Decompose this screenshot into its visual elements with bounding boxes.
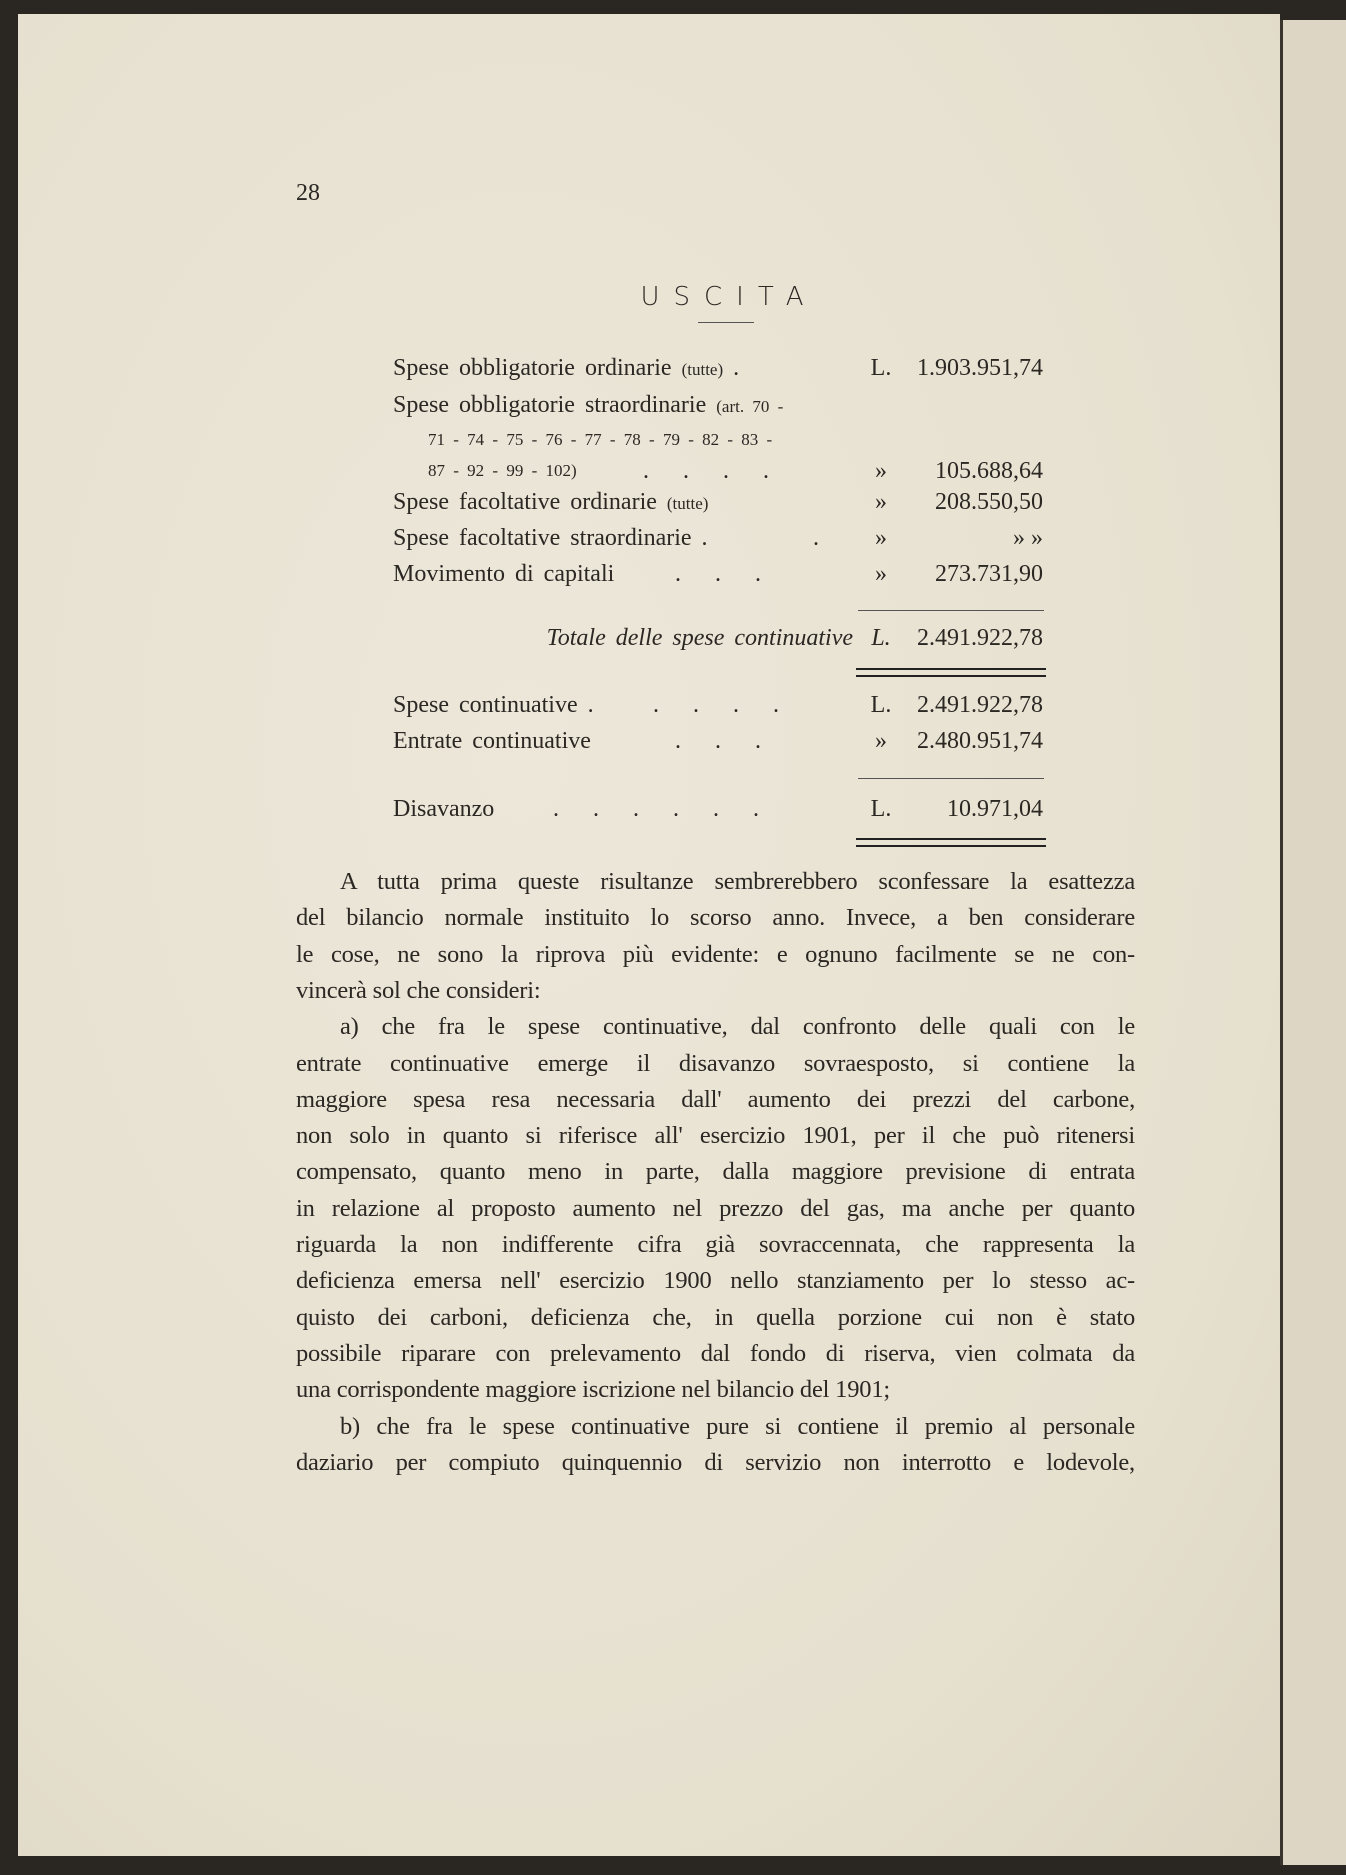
table-row <box>393 425 1043 455</box>
dot-leader: . . . <box>675 728 775 754</box>
sum-rule <box>858 610 1044 611</box>
row-label: Spese facoltative ordinarie <box>393 489 657 515</box>
row-note: (art. 70 - <box>716 397 784 416</box>
row-note: (tutte) <box>666 494 709 513</box>
total-label: Totale delle spese continuative <box>546 625 853 651</box>
row-currency: » <box>875 489 887 515</box>
result-currency: L. <box>870 796 892 822</box>
comparison-row: Spese continuative . . . . . L. 2.491.922,78 <box>393 692 1043 718</box>
text-line: compensato, quanto meno in parte, dalla maggiore previsione di entrata <box>296 1158 1135 1186</box>
text-line: a) che fra le spese continuative, dal confronto delle quali con le <box>340 1013 1135 1041</box>
total-currency: L. <box>871 625 891 651</box>
comparison-row <box>393 726 1043 756</box>
text-line: non solo in quanto si riferisce all' esercizio 1901, per il che può ritenersi <box>296 1122 1135 1150</box>
row-currency: » <box>875 728 887 754</box>
row-label: Entrate continuative <box>393 728 591 754</box>
double-rule <box>856 838 1046 847</box>
row-amount: 273.731,90 <box>935 561 1043 587</box>
result-label: Disavanzo <box>393 796 495 822</box>
row-amount: 208.550,50 <box>935 489 1043 515</box>
text-line: deficienza emersa nell' esercizio 1900 nello stanziamento per lo stesso ac- <box>296 1267 1135 1295</box>
text-line: del bilancio normale instituito lo scorso anno. Invece, a ben considerare <box>296 904 1135 932</box>
table-row <box>393 456 1043 486</box>
row-amount: 105.688,64 <box>935 458 1043 484</box>
row-amount: 1.903.951,74 <box>917 355 1043 381</box>
row-currency: L. <box>870 355 892 381</box>
text-line: maggiore spesa resa necessaria dall' aumento dei prezzi del carbone, <box>296 1085 1135 1113</box>
dot-leader: . . . . <box>643 458 783 484</box>
row-amount: 2.491.922,78 <box>917 692 1043 718</box>
text-line: b) che fra le spese continuative pure si contiene il premio al personale <box>340 1412 1135 1440</box>
table-row: Spese obbligatorie ordinarie (tutte) . L. 1.903.951,74 <box>393 355 1043 381</box>
table-row <box>393 390 1043 420</box>
row-currency: L. <box>870 692 892 718</box>
page-number: 28 <box>296 180 320 206</box>
row-note: (tutte) <box>681 360 724 379</box>
row-note: 87 - 92 - 99 - 102) <box>428 461 577 480</box>
row-label: Spese obbligatorie straordinarie <box>393 392 707 418</box>
text-line: daziario per compiuto quinquennio di servizio non interrotto e lodevole, <box>296 1448 1135 1476</box>
title-rule <box>698 322 754 323</box>
row-currency: » <box>875 458 887 484</box>
double-rule <box>856 668 1046 677</box>
row-note: 71 - 74 - 75 - 76 - 77 - 78 - 79 - 82 - 83 - <box>428 430 773 449</box>
text-line: possibile riparare con prelevamento dal fondo di riserva, vien colmata da <box>296 1339 1135 1367</box>
section-title: USCITA <box>640 282 818 312</box>
row-label: Movimento di capitali <box>393 561 615 587</box>
row-label: Spese continuative <box>393 692 578 718</box>
row-currency: » <box>875 561 887 587</box>
dot-leader: . <box>813 525 833 551</box>
text-line: in relazione al proposto aumento nel prezzo del gas, ma anche per quanto <box>296 1194 1135 1222</box>
row-label: Spese obbligatorie ordinarie <box>393 355 672 381</box>
text-line: quisto dei carboni, deficienza che, in quella porzione cui non è stato <box>296 1303 1135 1331</box>
dot-leader: . . . . <box>653 692 793 718</box>
result-amount: 10.971,04 <box>947 796 1043 822</box>
total-amount: 2.491.922,78 <box>917 625 1043 651</box>
table-row <box>393 559 1043 589</box>
text-line: vincerà sol che consideri: <box>296 976 541 1004</box>
result-row <box>393 794 1043 824</box>
row-label: Spese facoltative straordinarie <box>393 525 692 551</box>
text-line: una corrispondente maggiore iscrizione nel bilancio del 1901; <box>296 1376 890 1404</box>
row-amount: 2.480.951,74 <box>917 728 1043 754</box>
text-line: le cose, ne sono la riprova più evidente: e ognuno facilmente se ne con- <box>296 940 1135 968</box>
text-line: riguarda la non indifferente cifra già sovraccennata, che rappresenta la <box>296 1231 1135 1258</box>
row-amount: » » <box>1013 525 1043 551</box>
table-row <box>393 487 1043 517</box>
total-row <box>393 623 1043 653</box>
dot-leader: . . . . . . <box>553 796 773 822</box>
row-currency: » <box>875 525 887 551</box>
text-line: A tutta prima queste risultanze sembrerebbero sconfessare la esattezza <box>340 868 1135 895</box>
dot-leader: . . . <box>675 561 775 587</box>
text-line: entrate continuative emerge il disavanzo sovraesposto, si contiene la <box>296 1049 1135 1077</box>
table-row: Spese facoltative straordinarie . . » » » <box>393 525 1043 551</box>
sum-rule <box>858 778 1044 779</box>
